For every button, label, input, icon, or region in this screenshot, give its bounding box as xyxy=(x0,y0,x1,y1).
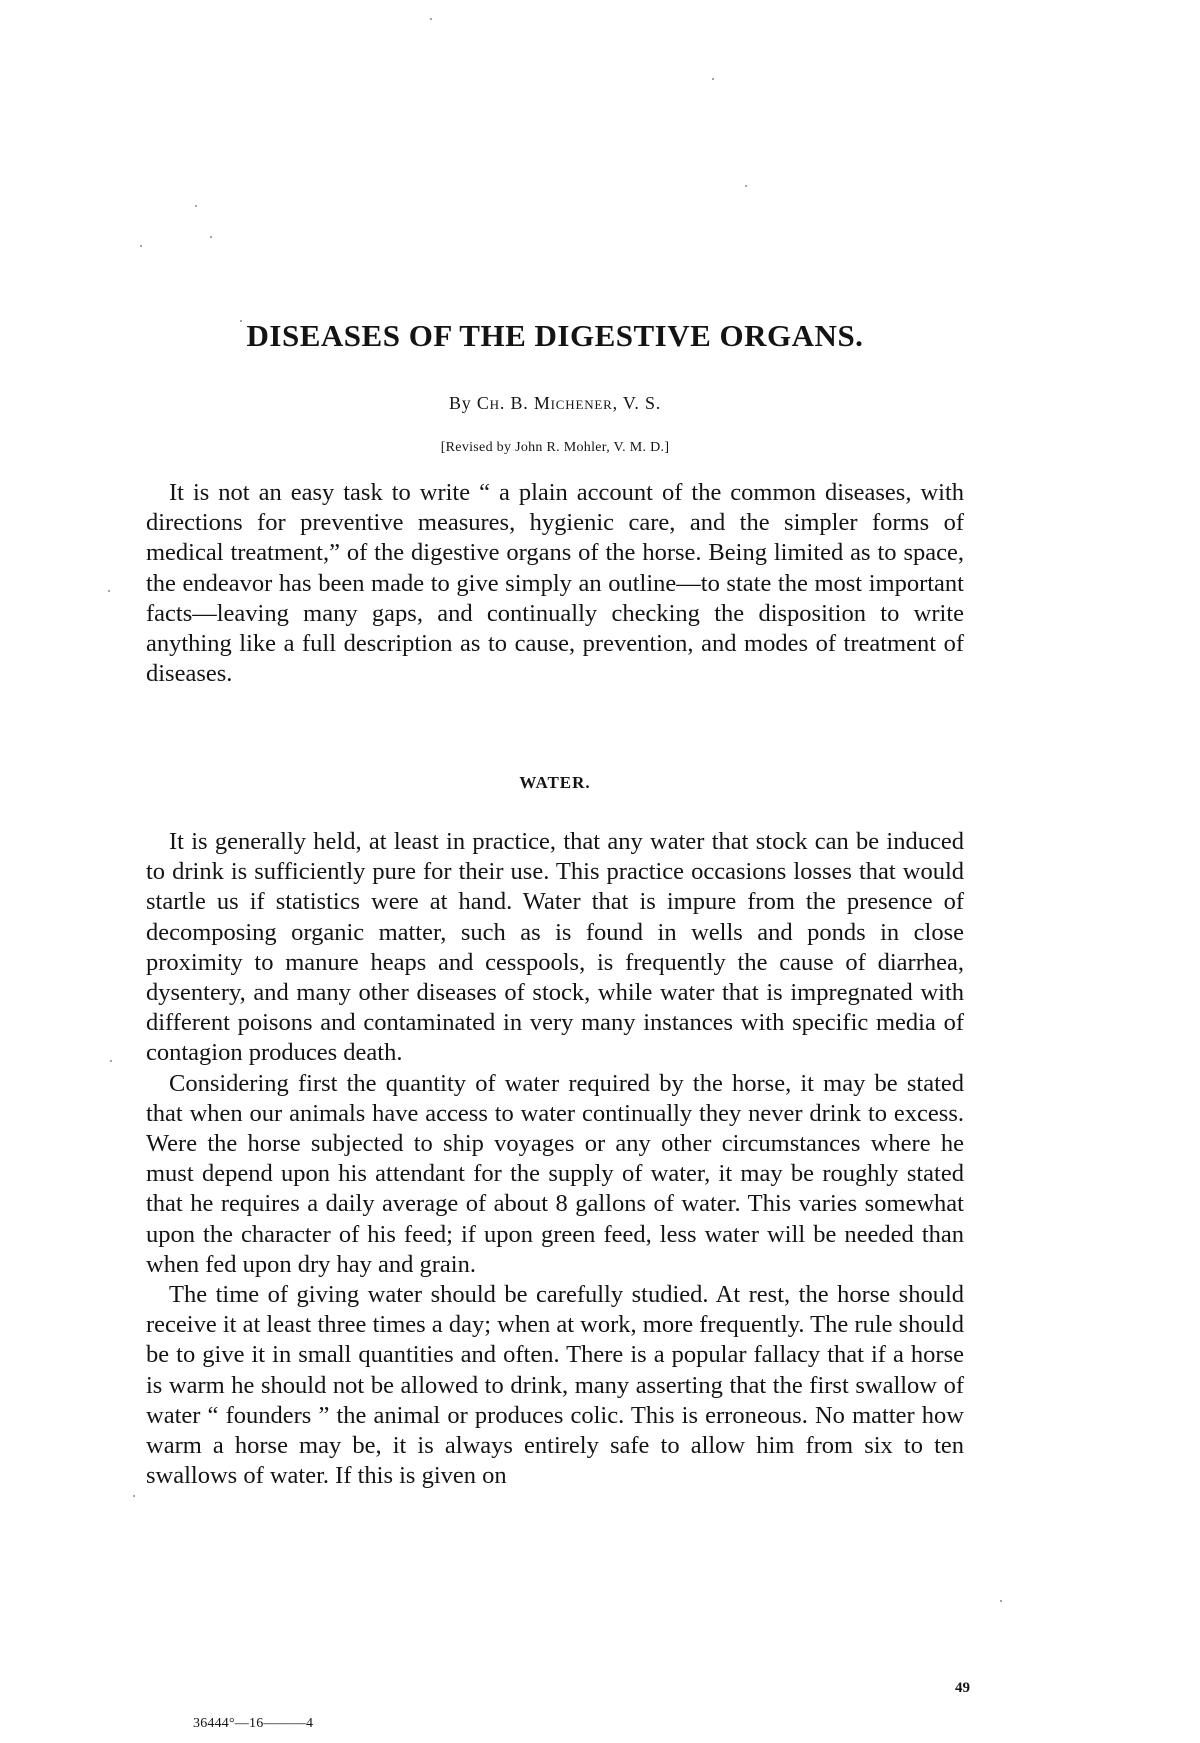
body-paragraph: It is generally held, at least in practice, that any water that stock can be induced to drink is sufficiently pure for their use. This practice occasions losses that would startle us if statistics were at hand. Water that is impure from the presence of decomposing organic matter, such as is found in wells and ponds in close proximity to manure heaps and cesspools, is frequently the cause of diarrhea, dysentery, and many other diseases of stock, while water that is impregnated with different poisons and contaminated in very many instances with specific media of contagion produces death. xyxy=(146,828,964,1067)
scan-speck xyxy=(133,1495,135,1497)
byline-prefix: By xyxy=(448,393,472,413)
body-paragraph: The time of giving water should be carefully studied. At rest, the horse should receive it at least three times a day; when at work, more frequently. The rule should be to give it in small quantities and often. There is a popular fallacy that if a horse is warm he should not be allowed to drink, many asserting that the first swallow of water “ founders ” the animal or produces colic. This is erroneous. No matter how warm a horse may be, it is always entirely safe to allow him from six to ten swallows of water. If this is given on xyxy=(146,1281,964,1490)
scan-speck xyxy=(195,205,197,207)
intro-section xyxy=(146,478,964,689)
scan-speck xyxy=(110,1060,112,1062)
scan-speck xyxy=(430,18,432,20)
revision-note: [Revised by John R. Mohler, V. M. D.] xyxy=(440,440,670,455)
scan-speck xyxy=(210,236,212,238)
author-byline xyxy=(130,393,980,414)
printer-signature-mark: 36444°—16———4 xyxy=(193,1716,314,1731)
byline-author: Ch. B. Michener, V. S. xyxy=(476,393,662,413)
scan-speck xyxy=(140,245,142,247)
scan-speck xyxy=(108,590,110,592)
body-paragraph: Considering first the quantity of water required by the horse, it may be stated that when our animals have access to water continually they never drink to excess. Were the horse subjected to ship voyages or any other circumstances where he must depend upon his attendant for the supply of water, it may be roughly stated that he requires a daily average of about 8 gallons of water. This varies somewhat upon the character of his feed; if upon green feed, less water will be needed than when fed upon dry hay and grain. xyxy=(146,1069,964,1278)
scan-speck xyxy=(1000,1600,1002,1602)
scan-speck xyxy=(745,185,747,187)
article-title: DISEASES OF THE DIGESTIVE ORGANS. xyxy=(246,318,864,353)
scan-speck xyxy=(712,78,714,80)
intro-paragraph: It is not an easy task to write “ a plain account of the common diseases, with directions for preventive measures, hygienic care, and the simpler forms of medical treatment,” of the digestive organs of the horse. Being limited as to space, the endeavor has been made to give simply an outline—to state the most important facts—leaving many gaps, and continually checking the disposition to write anything like a full description as to cause, prevention, and modes of treatment of diseases. xyxy=(146,479,964,688)
water-section-body xyxy=(146,827,964,1491)
page-number: 49 xyxy=(955,1680,970,1696)
section-heading-water: WATER. xyxy=(519,773,591,792)
